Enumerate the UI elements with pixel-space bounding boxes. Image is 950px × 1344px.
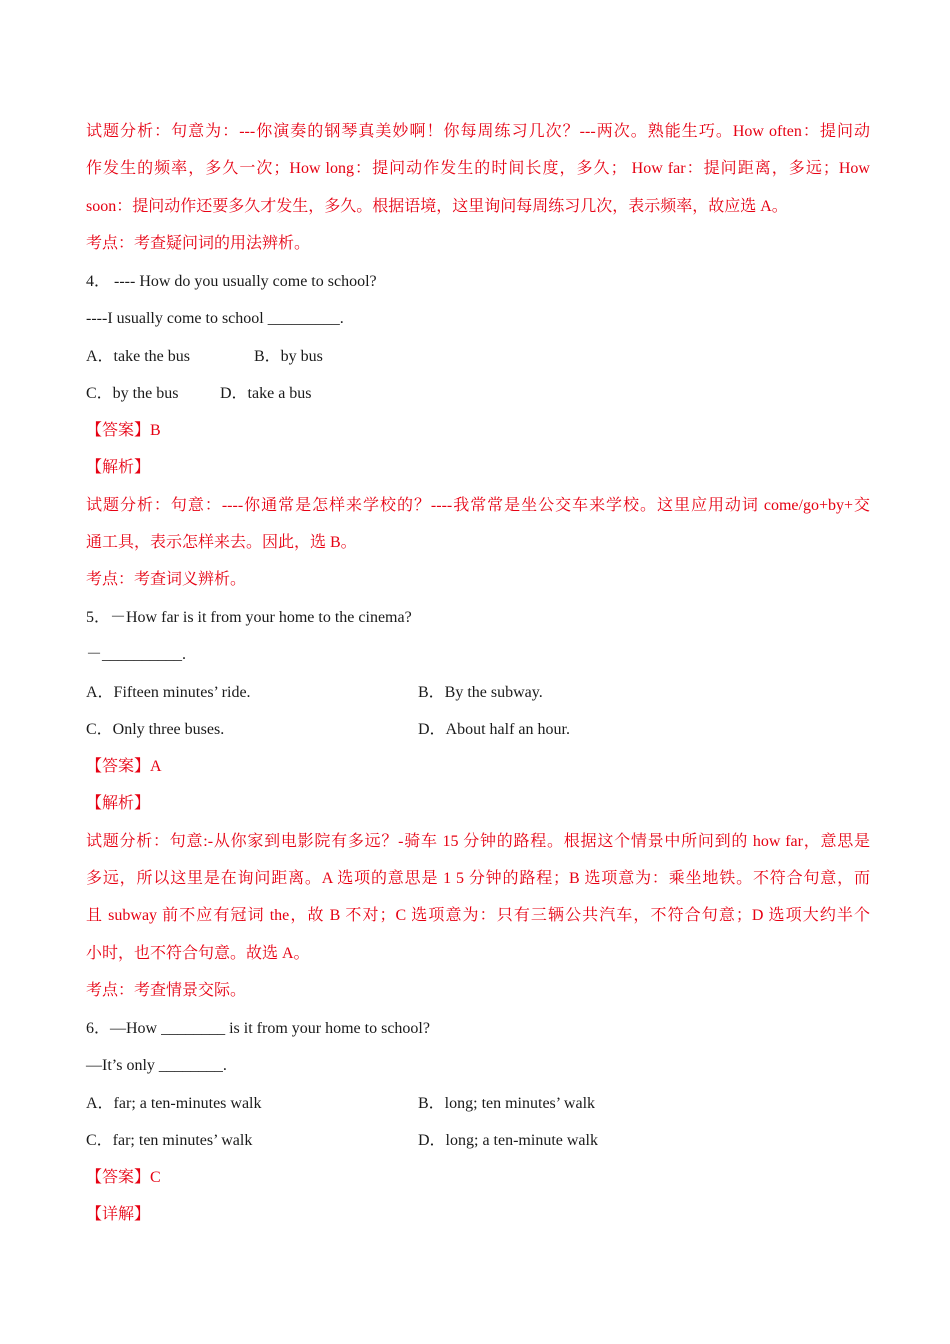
q6-answer: 【答案】C <box>86 1169 161 1186</box>
q4-jiexi-label: 【解析】 <box>86 459 151 476</box>
q4-kaodian: 考点：考查词义辨析。 <box>86 571 247 588</box>
q5-option-a: A．Fifteen minutes’ ride. <box>86 684 251 701</box>
q6-xiangjie-label: 【详解】 <box>86 1206 151 1223</box>
q4-analysis-line-2: 通工具，表示怎样来去。因此，选 B。 <box>86 534 357 551</box>
q6-option-b: B．long; ten minutes’ walk <box>418 1095 596 1112</box>
q3-kaodian: 考点：考查疑问词的用法辨析。 <box>86 235 311 252</box>
q5-kaodian: 考点：考查情景交际。 <box>86 982 247 999</box>
q5-reply: －__________. <box>86 646 187 663</box>
q4-option-d: D．take a bus <box>220 385 312 402</box>
q6-option-d: D．long; a ten-minute walk <box>418 1132 598 1149</box>
q4-option-b: B．by bus <box>254 348 323 365</box>
q4-option-c: C．by the bus <box>86 385 179 402</box>
q5-option-c: C．Only three buses. <box>86 721 225 738</box>
q3-analysis-line-1: 试题分析：句意为：---你演奏的钢琴真美妙啊！你每周练习几次？---两次。熟能生巧。How often：提问动 <box>86 123 870 140</box>
q6-stem: 6．—How ________ is it from your home to school? <box>86 1020 430 1037</box>
q6-option-a: A．far; a ten-minutes walk <box>86 1095 262 1112</box>
q6-reply: —It’s only ________. <box>86 1057 227 1074</box>
q3-analysis-line-2: 作发生的频率，多久一次；How long：提问动作发生的时间长度，多久； How far：提问距离，多远；How <box>86 160 870 177</box>
q5-option-d: D．About half an hour. <box>418 721 570 738</box>
q5-answer: 【答案】A <box>86 758 162 775</box>
q3-analysis-line-3: soon：提问动作还要多久才发生，多久。根据语境，这里询问每周练习几次，表示频率，故应选 A。 <box>86 198 788 215</box>
q5-analysis-line-4: 小时，也不符合句意。故选 A。 <box>86 945 310 962</box>
q5-analysis-line-3: 且 subway 前不应有冠词 the，故 B 不对；C 选项意为：只有三辆公共汽车，不符合句意；D 选项大约半个 <box>86 907 870 924</box>
q5-analysis-line-1: 试题分析：句意:-从你家到电影院有多远？-骑车 15 分钟的路程。根据这个情景中所问到的 how far，意思是 <box>86 833 870 850</box>
q4-reply: ----I usually come to school _________. <box>86 310 344 327</box>
q5-stem: 5．－How far is it from your home to the cinema? <box>86 609 412 626</box>
q4-option-a: A．take the bus <box>86 348 190 365</box>
q4-analysis-line-1: 试题分析：句意：----你通常是怎样来学校的？----我常常是坐公交车来学校。这里应用动词 come/go+by+交 <box>86 497 870 514</box>
q5-jiexi-label: 【解析】 <box>86 795 151 812</box>
q6-option-c: C．far; ten minutes’ walk <box>86 1132 253 1149</box>
q4-answer: 【答案】B <box>86 422 161 439</box>
q5-option-b: B．By the subway. <box>418 684 543 701</box>
q5-analysis-line-2: 多远，所以这里是在询问距离。A 选项的意思是 1 5 分钟的路程；B 选项意为：乘坐地铁。不符合句意，而 <box>86 870 870 887</box>
q4-stem: 4． ---- How do you usually come to school? <box>86 273 377 290</box>
